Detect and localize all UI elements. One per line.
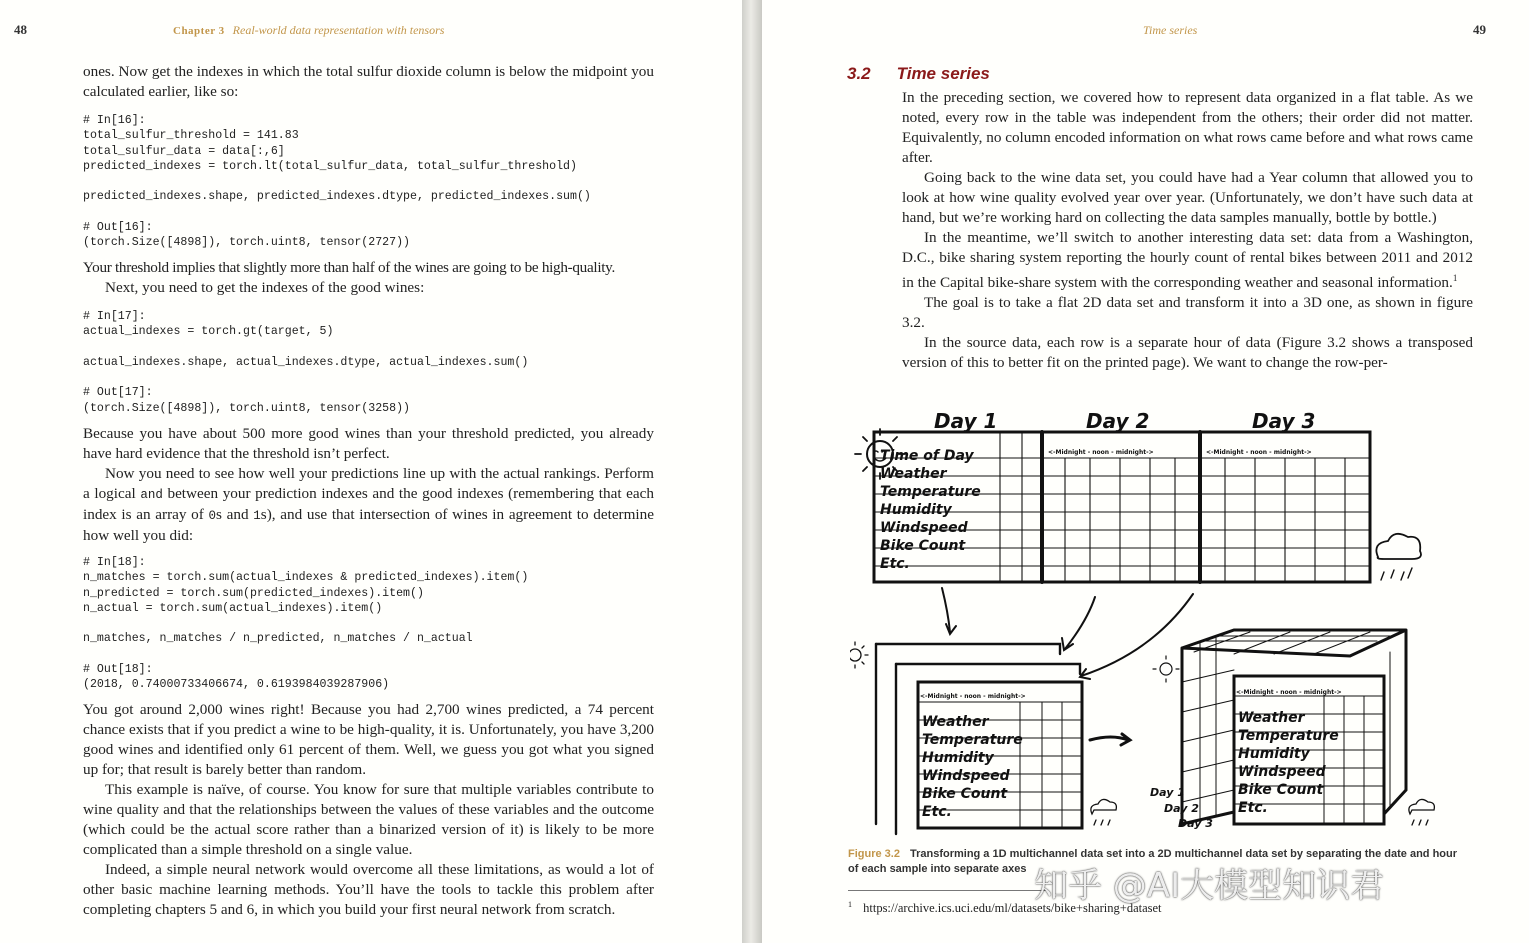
row-label: Etc.: [1238, 800, 1268, 816]
row-label: Humidity: [1238, 746, 1310, 762]
section-number: 3.2: [847, 64, 871, 83]
row-label: Etc.: [922, 804, 952, 820]
stack-day-label: Day 3: [1178, 817, 1213, 830]
left-page: [0, 0, 742, 943]
row-label: Bike Count: [1238, 782, 1324, 798]
day-label: Day 1: [934, 409, 998, 433]
paragraph-4: Because you have about 500 more good wines than your threshold predicted, you already have hard evidence that the threshold isn’t perfect. Now you need to see how well your predictions line up with the actual rankings. Perform a logical and between your prediction indexes and the good indexes (remembering that each index is an array of 0s and 1s), and use that intersection of wines in agreement to determine how well you did:: [83, 425, 654, 544]
row-label: Humidity: [880, 502, 952, 518]
chapter-title: Real-world data representation with tensors: [232, 23, 445, 37]
row-label: Windspeed: [880, 520, 968, 536]
stack-day-label: Day 1: [1150, 786, 1185, 799]
row-label: Windspeed: [1238, 764, 1326, 780]
day-label: Day 2: [1086, 409, 1150, 433]
row-label: Bike Count: [922, 786, 1008, 802]
row-label: Etc.: [880, 556, 910, 572]
stack-day-label: Day 2: [1164, 802, 1199, 815]
paragraph-5: Now you need to see how well your predictions line up with the actual rankings. Perform a logical and between your prediction indexes and the good indexes (remembering that each index is an array of 0s and 1s), and use that intersection of wines in agreement to determine how well you did:: [83, 465, 654, 544]
footnote-url[interactable]: https://archive.ics.uci.edu/ml/datasets/bike+sharing+dataset: [863, 901, 1162, 916]
code-listing-16: # In[16]: total_sulfur_threshold = 141.83 total_sulfur_data = data[:,6] predicted_indexes = torch.lt(total_sulfur_data, total_sulfur_threshold) predicted_indexes.shape, predicted_indexes.dtype, predicted_indexes.sum() # Out[16]: (torch.Size([4898]), torch.uint8, tensor(2727)): [83, 114, 591, 250]
time-axis-label: <-Midnight - noon - midnight->: [920, 693, 1026, 700]
footnote: $^1$ https://archive.ics.uci.edu/ml/datasets/bike+sharing+dataset: [848, 900, 1162, 916]
paragraph-2: Your threshold implies that slightly more than half of the wines are going to be high-quality. Next, you need to get the indexes of the good wines:: [83, 259, 615, 296]
section-heading: [847, 64, 990, 84]
footnote-rule: [848, 890, 1048, 891]
figure-3-2: [850, 402, 1480, 842]
row-label: Temperature: [1238, 728, 1339, 744]
row-label: Windspeed: [922, 768, 1010, 784]
time-axis-label: <-Midnight - noon - midnight->: [1048, 449, 1154, 456]
row-label: Weather: [1238, 710, 1305, 726]
row-label: Time of Day: [880, 448, 974, 464]
page-number-right: 49: [1473, 22, 1486, 37]
section-body: In the preceding section, we covered how to represent data organized in a flat table. As we noted, every row in the table was independent from the others; their order did not matter. Equivalently, no column encoded information on what rows came before and what rows came after. Going back to the wine data set, you could have had a Year column that allowed you to look at how wine quality evolved year over year. (Unfortunately, we don’t have such data at hand, but we’re working hard on collecting the data samples manually, bottle by bottle.) In the meantime, we’ll switch to another interesting data set: data from a Washington, D.C., bike sharing system reporting the hourly count of rental bikes between 2011 and 2012 in the Capital bike-share system with the corresponding weather and seasonal information.$^1$ The goal is to take a flat 2D data set and transform it into a 3D one, as shown in figure 3.2. In the source data, each row is a separate hour of data (Figure 3.2 shows a transposed version of this to better fit on the printed page). We want to change the row-per-: [902, 89, 1473, 372]
code-listing-18: # In[18]: n_matches = torch.sum(actual_indexes & predicted_indexes).item() n_predicted = torch.sum(predicted_indexes).item() n_actual = torch.sum(actual_indexes).item() n_matches, n_matches / n_predicted, n_matches / n_actual # Out[18]: (2018, 0.74000733406674, 0.6193984039287906): [83, 556, 529, 692]
small-sun-icon: [850, 642, 868, 668]
small-sun-icon-2: [1153, 656, 1179, 682]
row-label: Weather: [880, 466, 947, 482]
row-label: Humidity: [922, 750, 994, 766]
row-label: Bike Count: [880, 538, 966, 554]
page-number-left: 48: [14, 22, 27, 37]
code-listing-17: # In[17]: actual_indexes = torch.gt(target, 5) actual_indexes.shape, actual_indexes.dtype, actual_indexes.sum() # Out[17]: (torch.Size([4898]), torch.uint8, tensor(3258)): [83, 310, 529, 415]
cloud-rain-icon: [1376, 534, 1421, 580]
watermark: 知乎 @AI大模型知识君: [1034, 866, 1385, 906]
book-gutter: [742, 0, 762, 943]
running-head-left: [173, 23, 444, 38]
paragraph-1: ones. Now get the indexes in which the total sulfur dioxide column is below the midpoint you calculated earlier, like so:: [83, 63, 654, 100]
small-cloud-icon: [1091, 799, 1117, 825]
day-label: Day 3: [1252, 409, 1316, 433]
row-label: Weather: [922, 714, 989, 730]
row-label: Temperature: [880, 484, 981, 500]
paragraph-6: You got around 2,000 wines right! Because you had 2,700 wines predicted, a 74 percent chance exists that if you predict a wine to be high-quality, it is. Unfortunately, you have 3,200 good wines and identified only 61 percent of them. Well, we guess you got what you signed up for; that result is barely better than random. This example is naïve, of course. You know for sure that multiple variables contribute to wine quality and that the relationships between the values of these variables and the outcome (which could be the actual score rather than a binarized version of it) is likely to be more complicated than a simple threshold on a single value. Indeed, a simple neural network would overcome all these limitations, as would a lot of other basic machine learning methods. You’ll have the tools to tackle this problem after completing chapters 5 and 6, in which you build your first neural network from scratch.: [83, 701, 654, 918]
time-axis-label: <-Midnight - noon - midnight->: [1206, 449, 1312, 456]
time-axis-label: <-Midnight - noon - midnight->: [1236, 689, 1342, 696]
caption-label: Figure 3.2: [848, 848, 900, 860]
small-cloud-icon-2: [1409, 799, 1435, 825]
row-label: Temperature: [922, 732, 1023, 748]
right-page: [762, 0, 1529, 943]
caption-text: Transforming a 1D multichannel data set into a 2D multichannel data set by separating the date and hour of each sample into separate axes: [848, 848, 1458, 875]
chapter-tag: Chapter 3: [173, 25, 225, 37]
footnote-ref: 1: [1452, 273, 1458, 283]
section-title: Time series: [896, 64, 990, 83]
running-head-right: Time series: [1143, 23, 1198, 37]
